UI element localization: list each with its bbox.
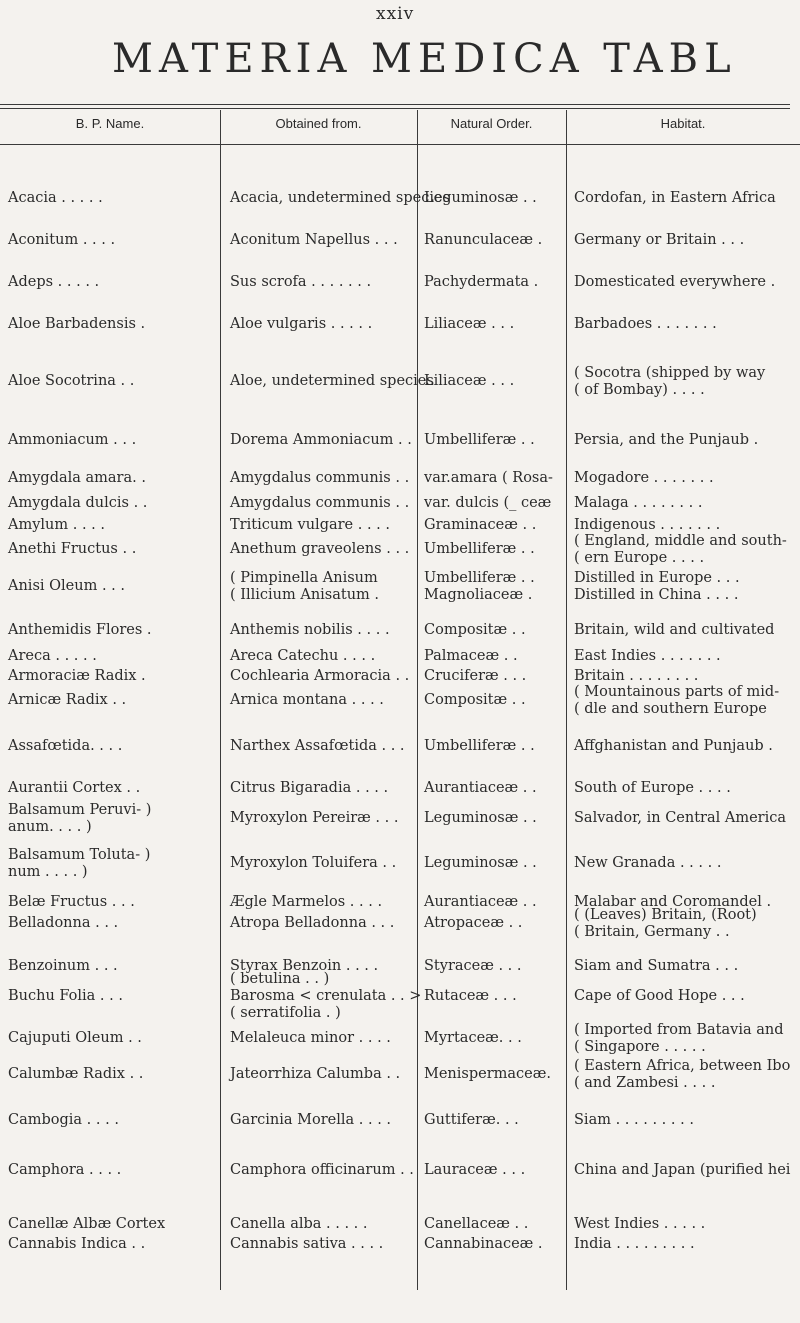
table-cell-obtained-from: Atropa Belladonna . . . xyxy=(230,915,395,931)
table-cell-natural-order: Compositæ . . xyxy=(424,622,526,638)
table-cell-habitat: Mogadore . . . . . . . xyxy=(574,470,714,486)
table-cell-drug-name: Amygdala dulcis . . xyxy=(8,495,148,511)
page-title: MATERIA MEDICA TABL xyxy=(112,36,737,82)
table-cell-drug-name: Belladonna . . . xyxy=(8,915,119,931)
table-cell-natural-order: Umbelliferæ . . Magnoliaceæ . xyxy=(424,569,535,603)
table-cell-habitat: Malaga . . . . . . . . xyxy=(574,495,703,511)
table-cell-obtained-from: Melaleuca minor . . . . xyxy=(230,1030,391,1046)
table-cell-drug-name: Amygdala amara. . xyxy=(8,470,146,486)
column-header-habitat: Habitat. xyxy=(660,116,706,131)
table-cell-obtained-from: Sus scrofa . . . . . . . xyxy=(230,274,372,290)
table-cell-drug-name: Adeps . . . . . xyxy=(8,274,100,290)
table-cell-drug-name: Amylum . . . . xyxy=(8,517,106,533)
table-cell-natural-order: Styraceæ . . . xyxy=(424,958,522,974)
table-cell-natural-order: Umbelliferæ . . xyxy=(424,541,535,557)
table-cell-drug-name: Belæ Fructus . . . xyxy=(8,894,135,910)
table-cell-habitat: ( Mountainous parts of mid- ( dle and southern Europe xyxy=(574,683,780,717)
column-header-order: Natural Order. xyxy=(450,116,533,131)
table-cell-habitat: Cordofan, in Eastern Africa xyxy=(574,190,776,206)
table-cell-habitat: New Granada . . . . . xyxy=(574,855,722,871)
table-cell-obtained-from: Acacia, undetermined species xyxy=(230,190,451,206)
column-header-source: Obtained from. xyxy=(275,116,362,131)
table-cell-drug-name: Calumbæ Radix . . xyxy=(8,1066,144,1082)
column-divider xyxy=(566,110,567,1290)
table-cell-drug-name: Cannabis Indica . . xyxy=(8,1236,146,1252)
table-cell-habitat: Affghanistan and Punjaub . xyxy=(574,738,773,754)
table-cell-drug-name: Benzoinum . . . xyxy=(8,958,118,974)
table-cell-obtained-from: Aloe, undetermined species xyxy=(230,373,434,389)
table-cell-obtained-from: Jateorrhiza Calumba . . xyxy=(230,1066,401,1082)
table-cell-habitat: ( Eastern Africa, between Ibo ( and Zambesi . . . . xyxy=(574,1057,791,1091)
table-cell-natural-order: Pachydermata . xyxy=(424,274,539,290)
table-cell-drug-name: Cambogia . . . . xyxy=(8,1112,119,1128)
table-cell-natural-order: Umbelliferæ . . xyxy=(424,432,535,448)
table-cell-obtained-from: Aloe vulgaris . . . . . xyxy=(230,316,373,332)
page-number: xxiv xyxy=(376,4,415,24)
table-cell-drug-name: Arnicæ Radix . . xyxy=(8,692,127,708)
table-cell-obtained-from: Cannabis sativa . . . . xyxy=(230,1236,384,1252)
table-cell-natural-order: var.amara ( Rosa- xyxy=(424,470,553,486)
table-cell-drug-name: Camphora . . . . xyxy=(8,1162,122,1178)
table-cell-drug-name: Canellæ Albæ Cortex xyxy=(8,1216,166,1232)
table-cell-habitat: Distilled in Europe . . . Distilled in China . . . . xyxy=(574,569,740,603)
table-cell-habitat: South of Europe . . . . xyxy=(574,780,731,796)
table-cell-natural-order: var. dulcis (_ ceæ xyxy=(424,495,552,511)
table-cell-drug-name: Areca . . . . . xyxy=(8,648,97,664)
table-cell-drug-name: Anethi Fructus . . xyxy=(8,541,137,557)
table-cell-natural-order: Canellaceæ . . xyxy=(424,1216,529,1232)
table-cell-obtained-from: Styrax Benzoin . . . . xyxy=(230,958,379,974)
table-cell-obtained-from: Anethum graveolens . . . xyxy=(230,541,410,557)
table-cell-obtained-from: ( Pimpinella Anisum ( Illicium Anisatum . xyxy=(230,569,380,603)
table-cell-drug-name: Aconitum . . . . xyxy=(8,232,116,248)
table-cell-natural-order: Aurantiaceæ . . xyxy=(424,894,537,910)
table-cell-habitat: ( Socotra (shipped by way ( of Bombay) . . . . xyxy=(574,364,766,398)
table-cell-obtained-from: Canella alba . . . . . xyxy=(230,1216,368,1232)
table-cell-obtained-from: Ægle Marmelos . . . . xyxy=(230,894,383,910)
table-cell-habitat: China and Japan (purified hei xyxy=(574,1162,791,1178)
table-cell-habitat: Britain . . . . . . . . xyxy=(574,668,699,684)
table-cell-drug-name: Anthemidis Flores . xyxy=(8,622,152,638)
table-cell-obtained-from: Cochlearia Armoracia . . xyxy=(230,668,410,684)
table-cell-habitat: Cape of Good Hope . . . xyxy=(574,988,745,1004)
table-cell-habitat: Britain, wild and cultivated xyxy=(574,622,775,638)
table-cell-natural-order: Aurantiaceæ . . xyxy=(424,780,537,796)
table-cell-natural-order: Leguminosæ . . xyxy=(424,855,537,871)
table-cell-natural-order: Leguminosæ . . xyxy=(424,810,537,826)
table-cell-natural-order: Cannabinaceæ . xyxy=(424,1236,543,1252)
table-cell-natural-order: Graminaceæ . . xyxy=(424,517,537,533)
table-cell-drug-name: Anisi Oleum . . . xyxy=(8,578,125,594)
table-cell-natural-order: Rutaceæ . . . xyxy=(424,988,517,1004)
table-cell-drug-name: Aurantii Cortex . . xyxy=(8,780,141,796)
table-cell-habitat: ( (Leaves) Britain, (Root) ( Britain, Germany . . xyxy=(574,906,757,940)
table-cell-obtained-from: Aconitum Napellus . . . xyxy=(230,232,398,248)
column-header-name: B. P. Name. xyxy=(75,116,145,131)
table-cell-obtained-from: Anthemis nobilis . . . . xyxy=(230,622,390,638)
table-cell-drug-name: Aloe Socotrina . . xyxy=(8,373,135,389)
table-cell-habitat: Salvador, in Central America xyxy=(574,810,787,826)
table-cell-natural-order: Leguminosæ . . xyxy=(424,190,537,206)
table-cell-natural-order: Cruciferæ . . . xyxy=(424,668,527,684)
table-cell-obtained-from: Amygdalus communis . . xyxy=(230,470,410,486)
table-cell-drug-name: Balsamum Peruvi- ) anum. . . . ) xyxy=(8,801,152,835)
table-cell-obtained-from: Narthex Assafœtida . . . xyxy=(230,738,405,754)
table-cell-obtained-from: Arnica montana . . . . xyxy=(230,692,384,708)
table-cell-obtained-from: Amygdalus communis . . xyxy=(230,495,410,511)
table-cell-natural-order: Liliaceæ . . . xyxy=(424,373,515,389)
table-top-rule xyxy=(0,104,790,105)
table-cell-habitat: Barbadoes . . . . . . . xyxy=(574,316,717,332)
table-cell-habitat: Malabar and Coromandel . xyxy=(574,894,772,910)
table-cell-drug-name: Cajuputi Oleum . . xyxy=(8,1030,142,1046)
table-cell-natural-order: Guttiferæ. . . xyxy=(424,1112,519,1128)
table-cell-obtained-from: Myroxylon Pereiræ . . . xyxy=(230,810,399,826)
table-cell-drug-name: Aloe Barbadensis . xyxy=(8,316,146,332)
table-cell-drug-name: Armoraciæ Radix . xyxy=(8,668,146,684)
table-cell-habitat: West Indies . . . . . xyxy=(574,1216,706,1232)
column-divider xyxy=(220,110,221,1290)
table-cell-natural-order: Palmaceæ . . xyxy=(424,648,518,664)
table-cell-habitat: Indigenous . . . . . . . xyxy=(574,517,721,533)
table-cell-drug-name: Balsamum Toluta- ) num . . . . ) xyxy=(8,846,151,880)
table-cell-habitat: East Indies . . . . . . . xyxy=(574,648,721,664)
table-cell-natural-order: Umbelliferæ . . xyxy=(424,738,535,754)
table-cell-obtained-from: Myroxylon Toluifera . . xyxy=(230,855,397,871)
table-cell-obtained-from: Triticum vulgare . . . . xyxy=(230,517,391,533)
table-cell-obtained-from: Camphora officinarum . . xyxy=(230,1162,414,1178)
table-cell-drug-name: Buchu Folia . . . xyxy=(8,988,123,1004)
table-cell-natural-order: Ranunculaceæ . xyxy=(424,232,543,248)
table-cell-drug-name: Acacia . . . . . xyxy=(8,190,103,206)
table-cell-drug-name: Ammoniacum . . . xyxy=(8,432,137,448)
table-cell-drug-name: Assafœtida. . . . xyxy=(8,738,123,754)
column-divider xyxy=(417,110,418,1290)
table-cell-habitat: Persia, and the Punjaub . xyxy=(574,432,759,448)
table-cell-habitat: Siam and Sumatra . . . xyxy=(574,958,739,974)
table-cell-natural-order: Myrtaceæ. . . xyxy=(424,1030,522,1046)
table-cell-natural-order: Lauraceæ . . . xyxy=(424,1162,526,1178)
header-rule xyxy=(0,144,800,145)
table-cell-natural-order: Compositæ . . xyxy=(424,692,526,708)
table-top-rule-2 xyxy=(0,108,790,109)
table-cell-habitat: ( England, middle and south- ( ern Europe . . . . xyxy=(574,532,787,566)
table-cell-habitat: Siam . . . . . . . . . xyxy=(574,1112,694,1128)
table-cell-obtained-from: Dorema Ammoniacum . . xyxy=(230,432,412,448)
table-cell-natural-order: Liliaceæ . . . xyxy=(424,316,515,332)
table-cell-habitat: Germany or Britain . . . xyxy=(574,232,745,248)
table-cell-habitat: Domesticated everywhere . xyxy=(574,274,776,290)
table-cell-habitat: India . . . . . . . . . xyxy=(574,1236,695,1252)
table-cell-natural-order: Atropaceæ . . xyxy=(424,915,523,931)
table-cell-obtained-from: Garcinia Morella . . . . xyxy=(230,1112,392,1128)
table-cell-natural-order: Menispermaceæ. xyxy=(424,1066,551,1082)
table-cell-obtained-from: ( betulina . . ) Barosma < crenulata . . > ( serratifolia . ) xyxy=(230,971,422,1021)
table-cell-obtained-from: Areca Catechu . . . . xyxy=(230,648,376,664)
table-cell-habitat: ( Imported from Batavia and ( Singapore . . . . . xyxy=(574,1021,784,1055)
table-cell-obtained-from: Citrus Bigaradia . . . . xyxy=(230,780,389,796)
